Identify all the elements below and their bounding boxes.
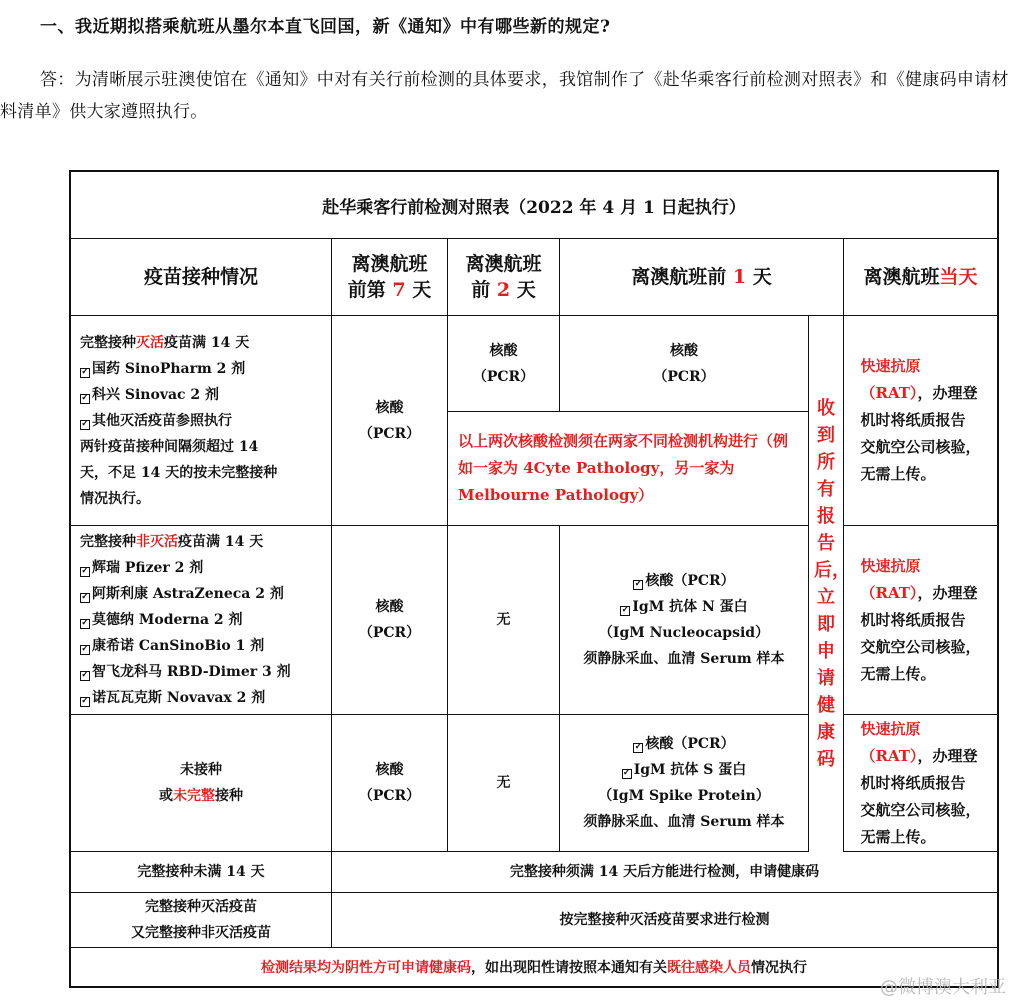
checkbox-icon: ✓	[634, 579, 643, 589]
header-day1	[560, 239, 844, 316]
header-day7-line2: 前第 7 天	[347, 279, 432, 301]
row2-d1-line2: ✓ IgM 抗体 N 蛋白	[621, 599, 748, 615]
row1-item-3: ✓ 其他灭活疫苗参照执行	[81, 412, 232, 429]
row1-title: 完整接种灭活疫苗满 14 天	[80, 334, 250, 351]
row2-day1-cell	[560, 526, 808, 715]
row3-title-line1: 未接种	[180, 762, 222, 778]
row1-day7-cell: 核酸 （PCR）	[332, 316, 448, 526]
header-day2-line2: 前 2 天	[471, 279, 536, 301]
checkbox-icon: ✓	[81, 566, 89, 576]
header-departure-day: 离澳航班当天	[844, 239, 997, 316]
row3-rat-cell: 快速抗原 （RAT），办理登 机时将纸质报告 交航空公司核验， 无需上传。	[844, 715, 997, 852]
row2-item-6: ✓ 诺瓦瓦克斯 Novavax 2 剂	[81, 690, 266, 706]
checkbox-icon: ✓	[81, 618, 89, 628]
header-day7	[332, 239, 448, 316]
row3-day1-cell	[560, 715, 808, 852]
row1-day2-cell: 核酸 （PCR）	[448, 316, 560, 412]
checkbox-icon: ✓	[81, 696, 89, 706]
answer-paragraph: 答：为清晰展示驻澳使馆在《通知》中对有关行前检测的具体要求，我馆制作了《赴华乘客行前检测对照表》和《健康码申请材料清单》供大家遵照执行。	[0, 70, 1009, 122]
row5-label: 完整接种灭活疫苗 又完整接种非灭活疫苗	[71, 893, 332, 948]
checkbox-icon: ✓	[81, 644, 89, 654]
row3-d1-line1: ✓ 核酸（PCR）	[634, 736, 735, 752]
row3-d1-line3: （IgM Spike Protein）	[598, 788, 770, 804]
row-inactivated-vaccine	[71, 316, 332, 526]
row3-day2-cell: 无	[448, 715, 560, 852]
header-day2-line1: 离澳航班	[465, 253, 542, 275]
row1-day1-cell: 核酸 （PCR）	[560, 316, 808, 412]
header-day2	[448, 239, 560, 316]
table-footer: 检测结果均为阴性方可申请健康码，如出现阳性请按照本通知有关既往感染人员情况执行	[261, 960, 807, 976]
row5-text: 按完整接种灭活疫苗要求进行检测	[332, 893, 997, 948]
row-non-inactivated-vaccine	[71, 526, 332, 715]
apply-health-code-note: 收到所有报告后，立即申请健康码	[808, 316, 844, 852]
row1-rule-1: 两针疫苗接种间隔须超过 14	[80, 438, 259, 455]
row2-item-1: ✓ 辉瑞 Pfizer 2 剂	[81, 560, 204, 576]
weibo-watermark: @微博澳大利亚	[880, 977, 1006, 998]
row2-item-5: ✓ 智飞龙科马 RBD-Dimer 3 剂	[81, 664, 291, 680]
row1-rule-2: 天，不足 14 天的按未完整接种	[80, 464, 278, 481]
checkbox-icon: ✓	[81, 392, 89, 403]
row2-title: 完整接种非灭活疫苗满 14 天	[80, 534, 264, 550]
row1-rat-cell: 快速抗原 （RAT），办理登 机时将纸质报告 交航空公司核验， 无需上传。	[844, 316, 997, 526]
row2-item-3: ✓ 莫德纳 Moderna 2 剂	[81, 612, 243, 628]
checkbox-icon: ✓	[622, 768, 631, 778]
row3-d1-line2: ✓ IgM 抗体 S 蛋白	[622, 762, 747, 778]
row2-item-4: ✓ 康希诺 CanSinoBio 1 剂	[81, 638, 265, 654]
checkbox-icon: ✓	[81, 366, 89, 377]
checkbox-icon: ✓	[621, 605, 630, 615]
testing-table	[69, 170, 999, 988]
row3-title-line2: 或未完整接种	[159, 788, 243, 804]
row2-d1-line4: 须静脉采血、血清 Serum 样本	[583, 651, 785, 667]
row1-rule-3: 情况执行。	[80, 490, 150, 507]
row1-pcr-note: 以上两次核酸检测须在两家不同检测机构进行（例如一家为 4Cyte Pathology，另一家为 Melbourne Pathology）	[448, 412, 808, 526]
header-day1-text: 离澳航班前 1 天	[631, 266, 772, 288]
header-day7-line1: 离澳航班	[351, 253, 428, 275]
row2-rat-cell: 快速抗原 （RAT），办理登 机时将纸质报告 交航空公司核验， 无需上传。	[844, 526, 997, 715]
checkbox-icon: ✓	[81, 592, 89, 602]
row-unvaccinated	[71, 715, 332, 852]
row2-d1-line1: ✓ 核酸（PCR）	[634, 573, 735, 589]
row3-d1-line4: 须静脉采血、血清 Serum 样本	[583, 814, 785, 830]
row4-label: 完整接种未满 14 天	[71, 852, 332, 893]
question-heading: 一、我近期拟搭乘航班从墨尔本直飞回国，新《通知》中有哪些新的规定?	[40, 17, 611, 37]
row3-day7-cell: 核酸 （PCR）	[332, 715, 448, 852]
row1-item-2: ✓ 科兴 Sinovac 2 剂	[81, 386, 220, 403]
row2-item-2: ✓ 阿斯利康 AstraZeneca 2 剂	[81, 586, 284, 602]
checkbox-icon: ✓	[634, 742, 643, 752]
checkbox-icon: ✓	[81, 418, 89, 429]
header-vaccination: 疫苗接种情况	[71, 239, 332, 316]
row2-day7-cell: 核酸 （PCR）	[332, 526, 448, 715]
checkbox-icon: ✓	[81, 670, 89, 680]
row1-item-1: ✓ 国药 SinoPharm 2 剂	[81, 360, 246, 377]
row4-text: 完整接种须满 14 天后方能进行检测，申请健康码	[332, 852, 997, 893]
row2-d1-line3: （IgM Nucleocapsid）	[598, 625, 770, 641]
table-title: 赴华乘客行前检测对照表（2022 年 4 月 1 日起执行）	[71, 172, 997, 239]
row2-day2-cell: 无	[448, 526, 560, 715]
